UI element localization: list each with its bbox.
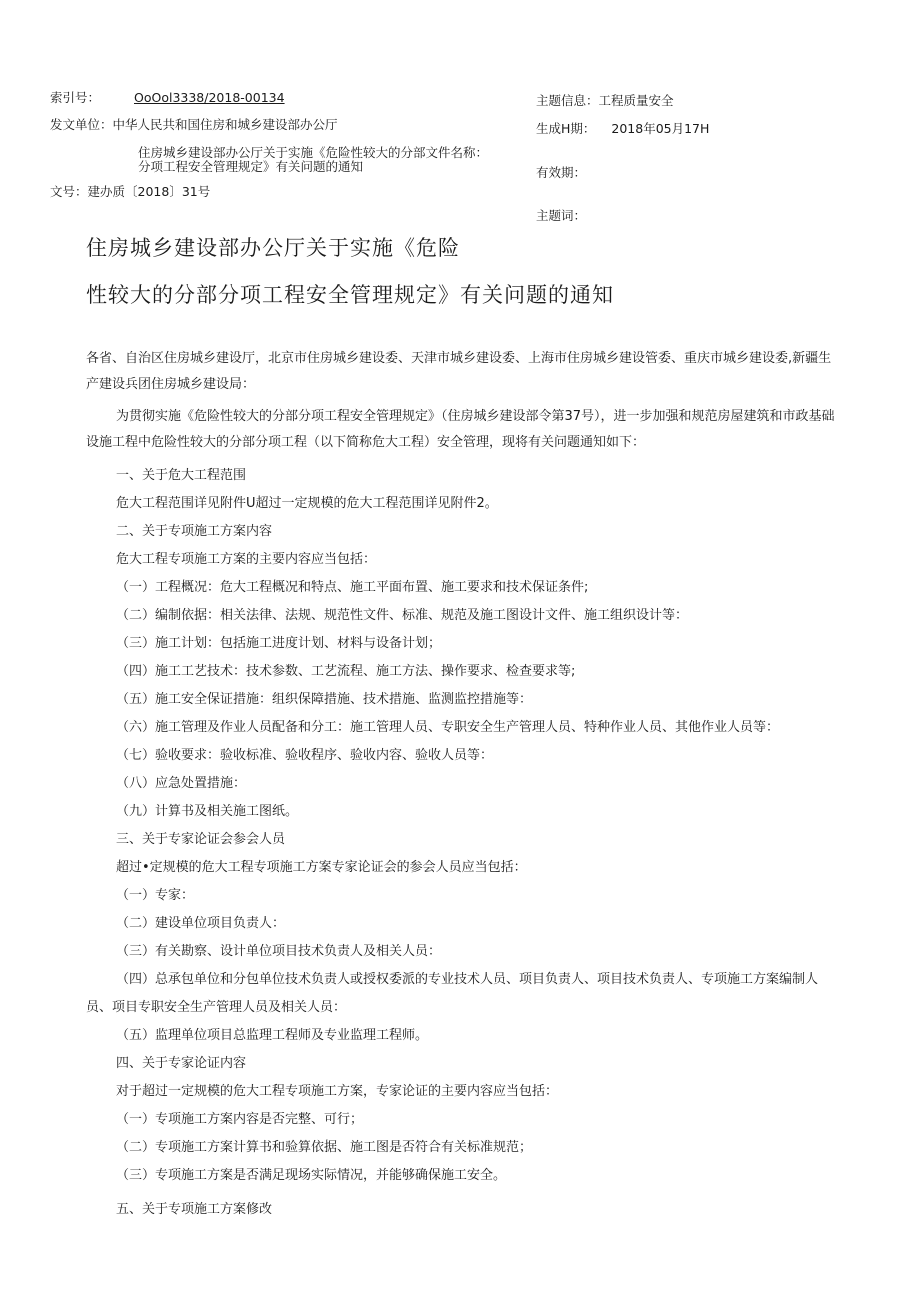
date-value: 2018年05月17H	[611, 121, 710, 136]
index-number	[50, 90, 285, 106]
keywords: 主题词：	[536, 208, 587, 223]
section-1-text: 危大工程范围详见附件U超过一定规模的危大工程范围详见附件2。	[116, 496, 498, 511]
section-1-heading: 一、关于危大工程范围	[116, 468, 247, 483]
document-number	[50, 184, 210, 200]
date-label: 生成H期：	[536, 121, 596, 136]
list-item: （二）建设单位项目负责人：	[116, 916, 286, 931]
generated-date	[536, 121, 709, 137]
addressee: 各省、自治区住房城乡建设厅，北京市住房城乡建设委、天津市城乡建设委、上海市住房城乡建设管委、重庆市城乡建设委,新疆生产建设兵团住房城乡建设局：	[86, 351, 832, 392]
page-title-line-2: 性较大的分部分项工程安全管理规定》有关问题的通知	[86, 283, 614, 307]
topic-info	[536, 93, 674, 109]
issuer	[50, 117, 338, 133]
list-item: （三）专项施工方案是否满足现场实际情况，并能够确保施工安全。	[116, 1168, 507, 1183]
section-3-heading: 三、关于专家论证会参会人员	[116, 832, 286, 847]
section-2-lead: 危大工程专项施工方案的主要内容应当包括：	[116, 552, 377, 567]
docno-value: 建办质〔2018〕31号	[87, 184, 211, 199]
section-4-heading: 四、关于专家论证内容	[116, 1056, 247, 1071]
list-item: （一）工程概况：危大工程概况和特点、施工平面布置、施工要求和技术保证条件;	[116, 580, 589, 595]
list-item: （九）计算书及相关施工图纸。	[116, 804, 299, 819]
section-2-heading: 二、关于专项施工方案内容	[116, 524, 273, 539]
list-item: （二）专项施工方案计算书和验算依据、施工图是否符合有关标准规范；	[116, 1140, 533, 1155]
list-item: （一）专家：	[116, 888, 195, 903]
issuer-value: 中华人民共和国住房和城乡建设部办公厅	[112, 117, 338, 132]
section-4-lead: 对于超过一定规模的危大工程专项施工方案，专家论证的主要内容应当包括：	[116, 1084, 559, 1099]
list-item: （六）施工管理及作业人员配备和分工：施工管理人员、专职安全生产管理人员、特种作业人员、其他作业人员等：	[116, 720, 780, 735]
filename-line-1: 住房城乡建设部办公厅关于实施《危险性较大的分部文件名称：	[138, 145, 489, 160]
topic-value: 工程质量安全	[598, 93, 674, 108]
list-item: （三）有关勘察、设计单位项目技术负责人及相关人员：	[116, 944, 442, 959]
issuer-label: 发文单位：	[50, 117, 113, 132]
list-item: （一）专项施工方案内容是否完整、可行；	[116, 1112, 364, 1127]
list-item: （四）施工工艺技术：技术参数、工艺流程、施工方法、操作要求、检查要求等;	[116, 664, 576, 679]
intro-paragraph: 为贯彻实施《危险性较大的分部分项工程安全管理规定》（住房城乡建设部令第37号），进一步加强和规范房屋建筑和市政基础设施工程中危险性较大的分部分项工程（以下简称危大工程）安全管理，现将有关问题通知如下：	[86, 409, 835, 450]
list-item: （七）验收要求：验收标准、验收程序、验收内容、验收人员等：	[116, 748, 494, 763]
index-value: OoOol3338/2018-00134	[134, 90, 285, 105]
document-body	[86, 346, 838, 1224]
section-5-heading: 五、关于专项施工方案修改	[116, 1202, 273, 1217]
list-item: （四）总承包单位和分包单位技术负责人或授权委派的专业技术人员、项目负责人、项目技术负责人、专项施工方案编制人员、项目专职安全生产管理人员及相关人员：	[86, 972, 819, 1015]
validity: 有效期：	[536, 165, 587, 180]
page-title-line-1: 住房城乡建设部办公厅关于实施《危险	[86, 236, 460, 260]
list-item: （五）施工安全保证措施：组织保障措施、技术措施、监测监控措施等：	[116, 692, 533, 707]
topic-label: 主题信息：	[536, 93, 599, 108]
docno-label: 文号：	[50, 184, 88, 199]
filename-line-2: 分项工程安全管理规定》有关问题的通知	[138, 159, 364, 174]
list-item: （五）监理单位项目总监理工程师及专业监理工程师。	[116, 1028, 429, 1043]
section-3-lead: 超过•定规模的危大工程专项施工方案专家论证会的参会人员应当包括：	[116, 860, 527, 875]
list-item: （三）施工计划：包括施工进度计划、材料与设备计划；	[116, 636, 442, 651]
index-label: 索引号：	[50, 90, 101, 105]
list-item: （八）应急处置措施：	[116, 776, 247, 791]
list-item: （二）编制依据：相关法律、法规、规范性文件、标准、规范及施工图设计文件、施工组织设计等：	[116, 608, 689, 623]
